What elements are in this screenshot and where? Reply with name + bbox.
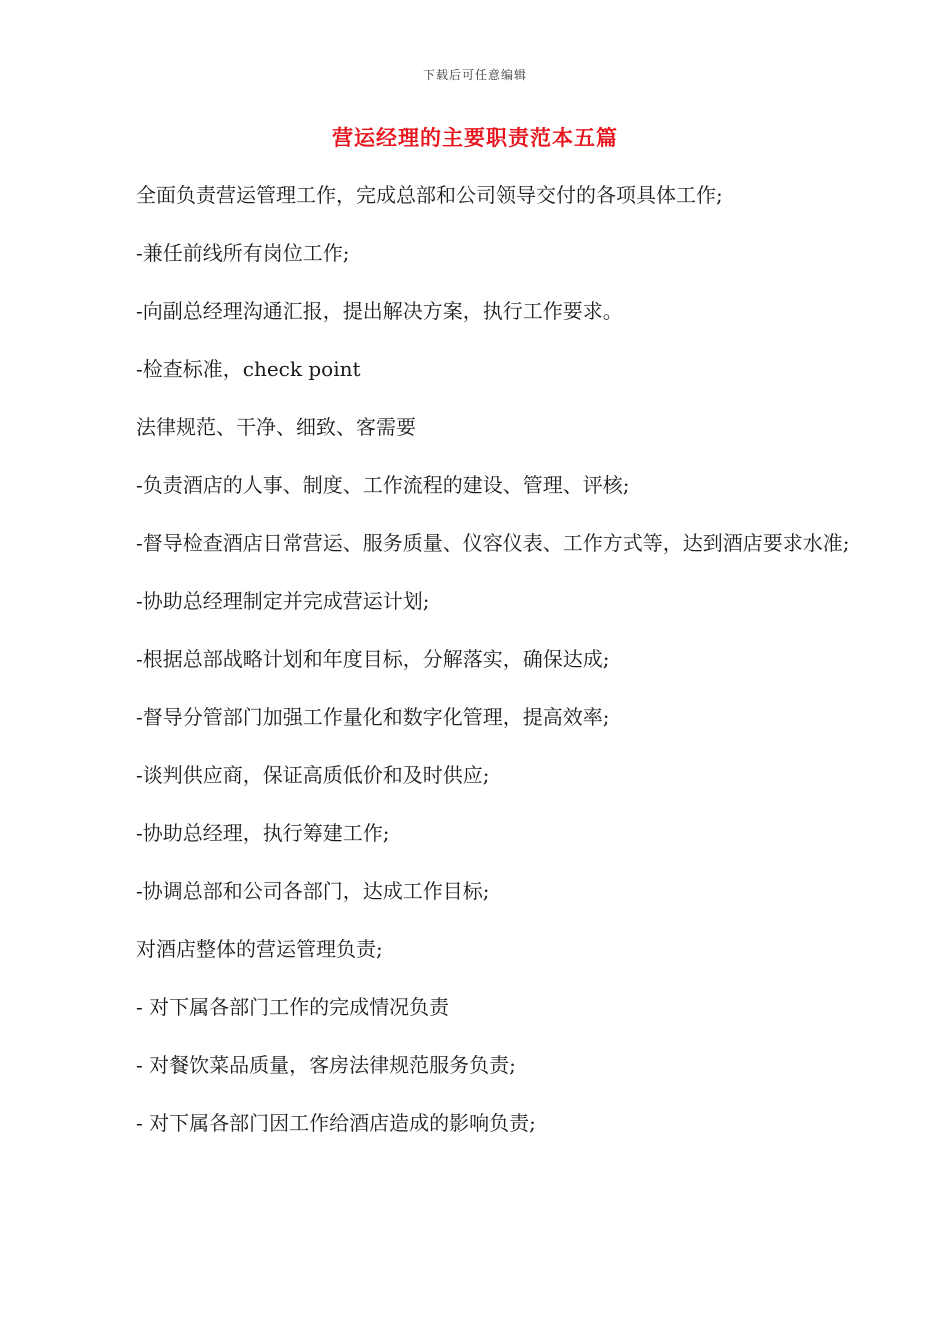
- paragraph: -谈判供应商，保证高质低价和及时供应;: [136, 763, 490, 787]
- paragraph: -检查标准，check point: [136, 357, 361, 381]
- paragraph: -根据总部战略计划和年度目标，分解落实，确保达成;: [136, 647, 610, 671]
- header-note: 下载后可任意编辑: [422, 68, 527, 82]
- paragraph: - 对下属各部门工作的完成情况负责: [136, 995, 450, 1019]
- paragraph: 法律规范、干净、细致、客需要: [136, 415, 416, 439]
- paragraph: 全面负责营运管理工作，完成总部和公司领导交付的各项具体工作;: [136, 183, 723, 207]
- paragraph: -协助总经理制定并完成营运计划;: [136, 589, 430, 613]
- paragraph: 对酒店整体的营运管理负责;: [136, 937, 383, 961]
- paragraph: -督导检查酒店日常营运、服务质量、仪容仪表、工作方式等，达到酒店要求水准;: [136, 531, 850, 555]
- paragraph: - 对下属各部门因工作给酒店造成的影响负责;: [136, 1111, 536, 1135]
- paragraph: -督导分管部门加强工作量化和数字化管理，提高效率;: [136, 705, 610, 729]
- paragraph: - 对餐饮菜品质量，客房法律规范服务负责;: [136, 1053, 516, 1077]
- paragraph: -负责酒店的人事、制度、工作流程的建设、管理、评核;: [136, 473, 630, 497]
- paragraph: -向副总经理沟通汇报，提出解决方案，执行工作要求。: [136, 299, 623, 323]
- document-body: [88, 178, 864, 1164]
- paragraph: -协调总部和公司各部门，达成工作目标;: [136, 879, 490, 903]
- document-title: 营运经理的主要职责范本五篇: [332, 126, 618, 150]
- paragraph: -兼任前线所有岗位工作;: [136, 241, 350, 265]
- paragraph: -协助总经理，执行筹建工作;: [136, 821, 390, 845]
